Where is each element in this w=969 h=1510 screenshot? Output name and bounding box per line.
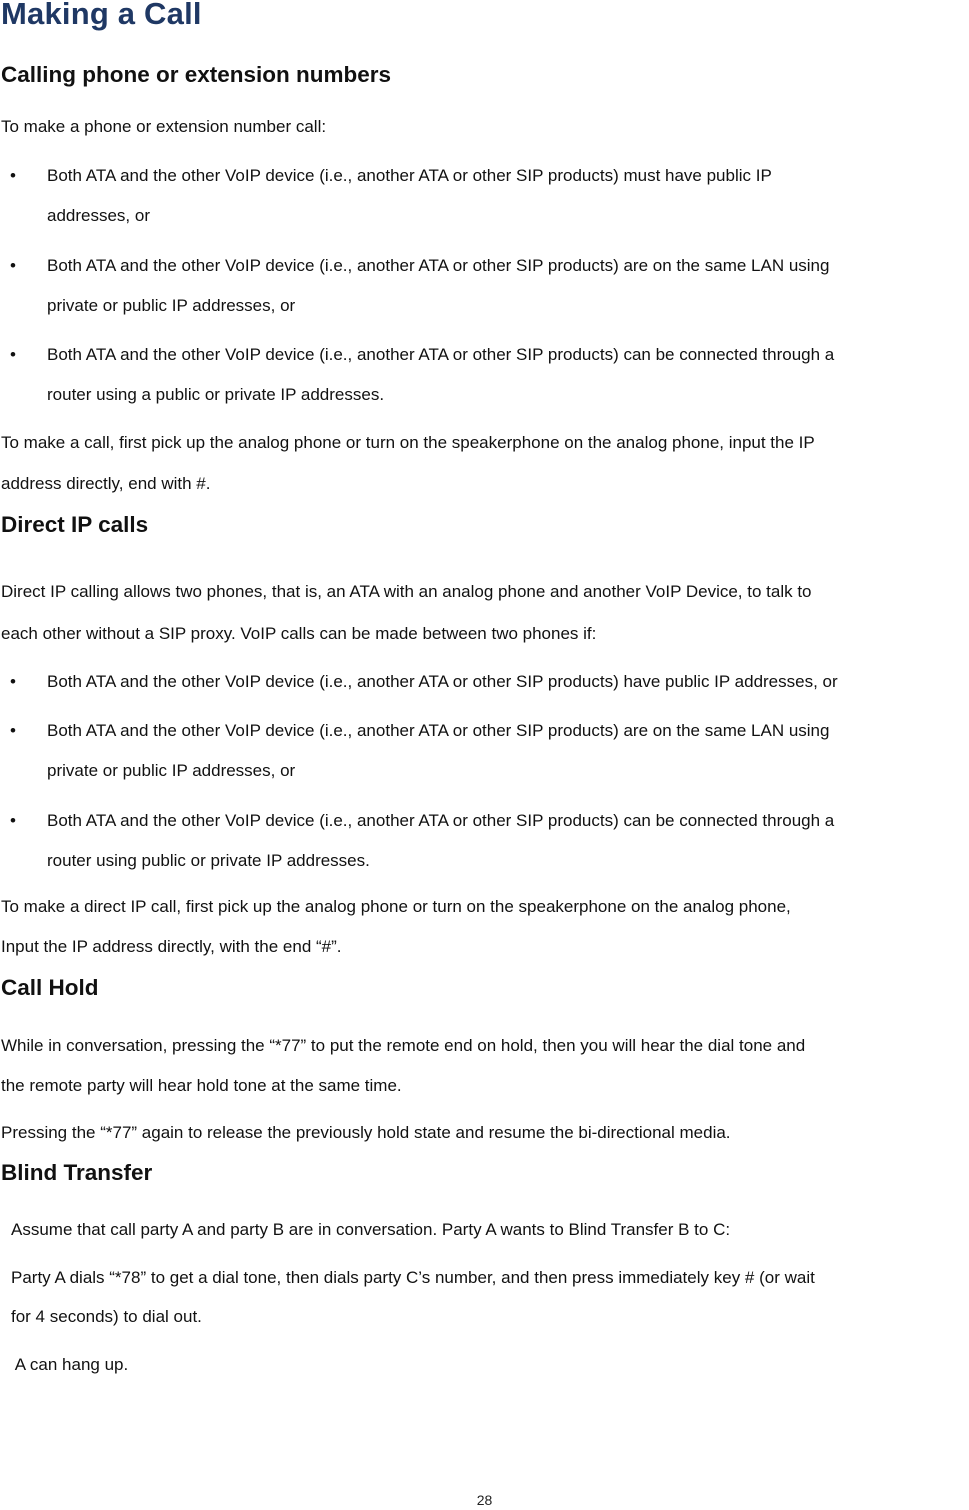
heading-calling-numbers: Calling phone or extension numbers <box>1 62 392 87</box>
heading-blind-transfer: Blind Transfer <box>1 1160 153 1185</box>
heading-direct-ip-calls: Direct IP calls <box>1 512 149 537</box>
bullet-icon: • <box>10 721 16 740</box>
direct-ip-outro-line1: To make a direct IP call, first pick up the analog phone or turn on the speakerphone on the analog phone, <box>1 897 791 916</box>
blind-transfer-para1: Assume that call party A and party B are in conversation. Party A wants to Blind Transfer B to C: <box>11 1220 731 1239</box>
list-item-text: Both ATA and the other VoIP device (i.e., another ATA or other SIP products) have public IP addresses, or <box>47 672 838 691</box>
direct-ip-intro-line1: Direct IP calling allows two phones, that is, an ATA with an analog phone and another VoIP Device, to talk to <box>1 582 812 601</box>
list-item-text: addresses, or <box>47 206 150 225</box>
page-number: 28 <box>476 1492 493 1508</box>
calling-intro: To make a phone or extension number call: <box>1 117 327 136</box>
bullet-icon: • <box>10 811 16 830</box>
call-hold-para2: Pressing the “*77” again to release the previously hold state and resume the bi-directional media. <box>1 1123 731 1142</box>
list-item-text: Both ATA and the other VoIP device (i.e., another ATA or other SIP products) can be connected through a <box>47 345 835 364</box>
list-item-text: private or public IP addresses, or <box>47 761 296 780</box>
call-hold-para1-line2: the remote party will hear hold tone at the same time. <box>1 1076 402 1095</box>
call-hold-para1-line1: While in conversation, pressing the “*77” to put the remote end on hold, then you will hear the dial tone and <box>1 1036 806 1055</box>
direct-ip-outro-line2: Input the IP address directly, with the end “#”. <box>1 937 342 956</box>
bullet-icon: • <box>10 256 16 275</box>
list-item-text: router using a public or private IP addresses. <box>47 385 385 404</box>
list-item-text: Both ATA and the other VoIP device (i.e., another ATA or other SIP products) can be connected through a <box>47 811 835 830</box>
list-item-text: Both ATA and the other VoIP device (i.e., another ATA or other SIP products) must have public IP <box>47 166 772 185</box>
page-title: Making a Call <box>1 0 202 31</box>
bullet-icon: • <box>10 345 16 364</box>
list-item-text: router using public or private IP addresses. <box>47 851 370 870</box>
blind-transfer-para2-line2: for 4 seconds) to dial out. <box>11 1307 202 1326</box>
list-item-text: Both ATA and the other VoIP device (i.e., another ATA or other SIP products) are on the same LAN using <box>47 721 830 740</box>
direct-ip-intro-line2: each other without a SIP proxy. VoIP calls can be made between two phones if: <box>1 624 597 643</box>
blind-transfer-para3: A can hang up. <box>11 1355 129 1374</box>
calling-outro-line2: address directly, end with #. <box>1 474 211 493</box>
bullet-icon: • <box>10 166 16 185</box>
heading-call-hold: Call Hold <box>1 975 99 1000</box>
calling-outro-line1: To make a call, first pick up the analog phone or turn on the speakerphone on the analog phone, input the IP <box>1 433 815 452</box>
list-item-text: Both ATA and the other VoIP device (i.e., another ATA or other SIP products) are on the same LAN using <box>47 256 830 275</box>
bullet-icon: • <box>10 672 16 691</box>
list-item-text: private or public IP addresses, or <box>47 296 296 315</box>
blind-transfer-para2-line1: Party A dials “*78” to get a dial tone, then dials party C’s number, and then press immediately key # (or wait <box>11 1268 815 1287</box>
